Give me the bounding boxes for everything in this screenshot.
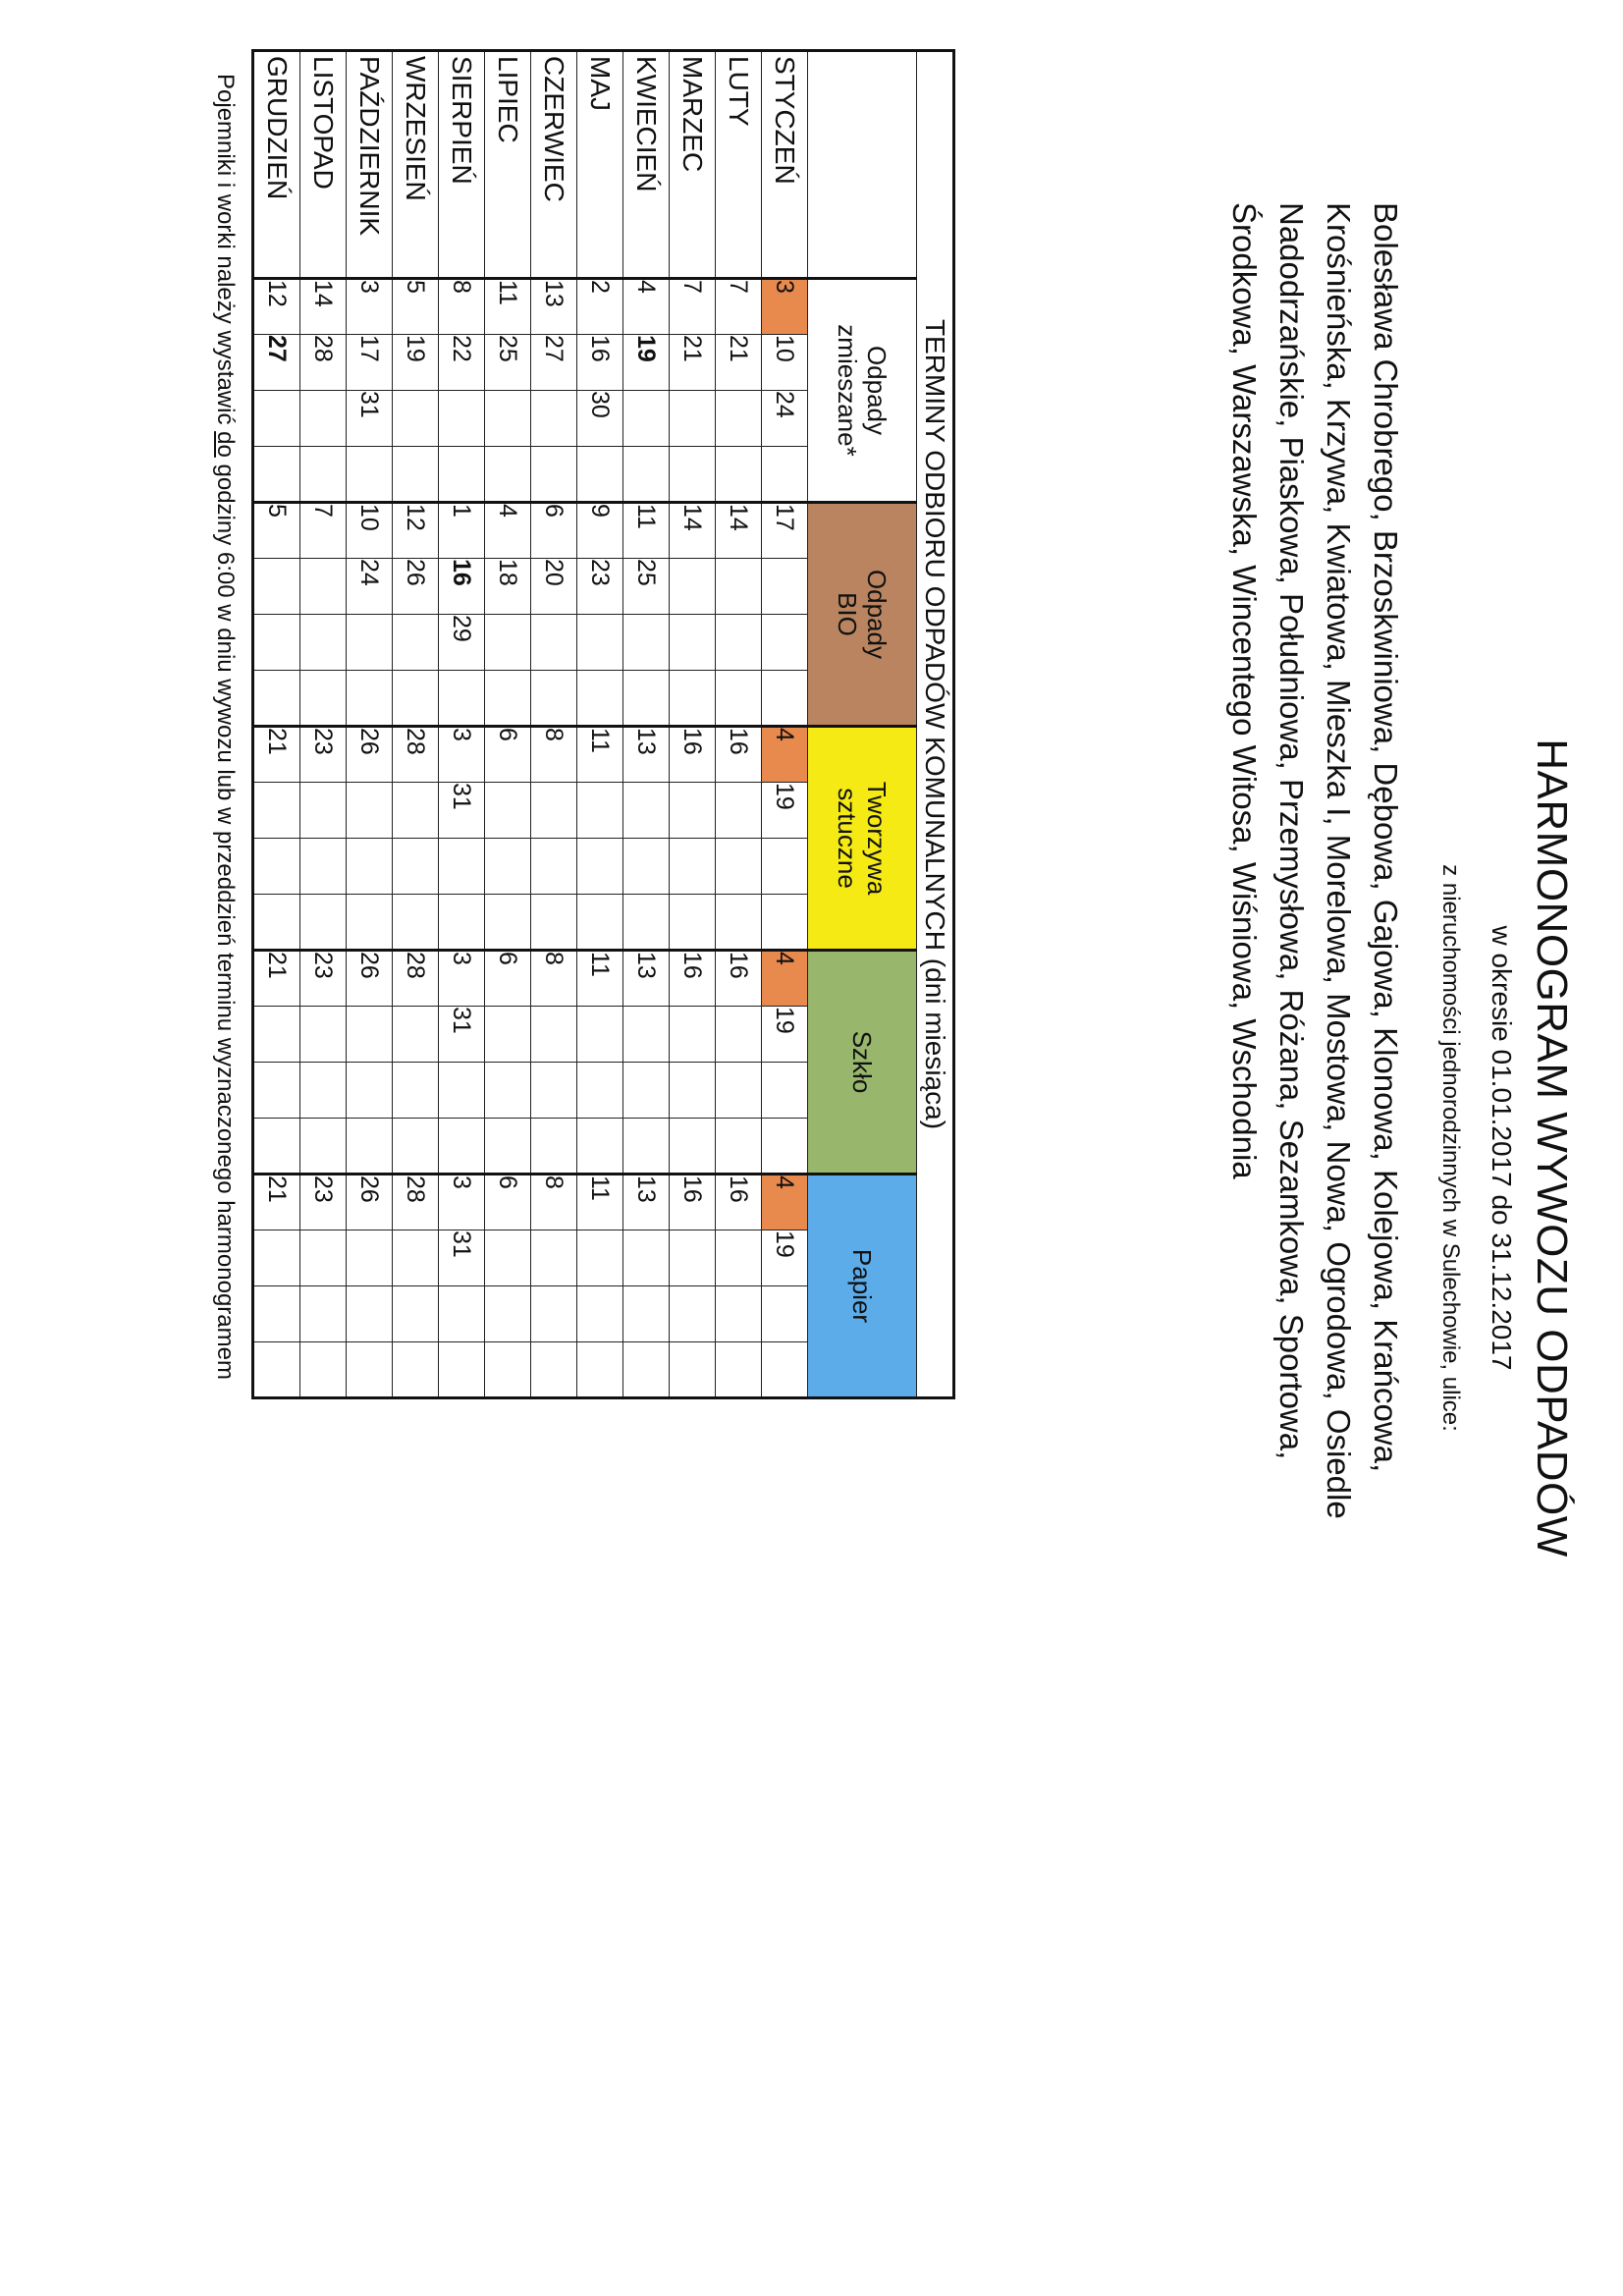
table-row [253, 51, 300, 1398]
table-row [485, 51, 531, 1398]
date-cell-paper [253, 1230, 300, 1286]
date-cell-mixed: 3 [347, 279, 393, 335]
category-header-paper [808, 1175, 917, 1398]
date-cell-paper: 8 [531, 1175, 577, 1230]
date-cell-plastic [485, 783, 531, 839]
date-cell-mixed: 17 [347, 335, 393, 391]
date-cell-bio: 26 [393, 559, 439, 615]
date-cell-paper [670, 1286, 716, 1342]
date-cell-glass [670, 1007, 716, 1063]
date-cell-glass [300, 1007, 347, 1063]
date-cell-bio: 20 [531, 559, 577, 615]
date-cell-paper: 16 [716, 1175, 762, 1230]
date-cell-bio [623, 671, 670, 727]
date-cell-mixed: 31 [347, 391, 393, 447]
date-cell-mixed: 28 [300, 335, 347, 391]
date-cell-bio: 16 [439, 559, 485, 615]
date-cell-paper: 11 [577, 1175, 623, 1230]
category-header-row [808, 51, 917, 1398]
date-cell-glass [253, 1007, 300, 1063]
date-cell-mixed: 19 [623, 335, 670, 391]
date-cell-bio: 17 [762, 503, 808, 559]
date-cell-bio: 14 [716, 503, 762, 559]
date-cell-glass [531, 1007, 577, 1063]
date-cell-mixed [577, 447, 623, 503]
date-cell-mixed: 3 [762, 279, 808, 335]
date-cell-bio: 5 [253, 503, 300, 559]
category-label-line: zmieszane* [833, 324, 862, 457]
date-cell-bio [762, 615, 808, 671]
date-cell-glass [670, 1063, 716, 1119]
date-cell-plastic: 4 [762, 727, 808, 783]
date-cell-paper [253, 1286, 300, 1342]
footer-note-underlined: do [212, 431, 239, 458]
month-name: WRZESIEŃ [393, 51, 439, 279]
category-header-bio [808, 503, 917, 727]
date-cell-glass [393, 1007, 439, 1063]
category-label-line: Odpady [862, 345, 892, 436]
month-name: LIPIEC [485, 51, 531, 279]
date-cell-paper [670, 1230, 716, 1286]
date-cell-glass: 6 [485, 951, 531, 1007]
date-cell-bio [347, 615, 393, 671]
date-cell-glass [253, 1063, 300, 1119]
date-cell-bio [485, 671, 531, 727]
date-cell-plastic [762, 895, 808, 951]
street-line: Krośnieńska, Krzywa, Kwiatowa, Mieszka I, Morelowa, Mostowa, Nowa, Ogrodowa, Osiedle [1321, 202, 1357, 1519]
date-cell-paper [716, 1342, 762, 1398]
category-label-line: BIO [833, 592, 862, 636]
date-cell-paper [485, 1230, 531, 1286]
date-cell-plastic [253, 783, 300, 839]
date-cell-plastic: 31 [439, 783, 485, 839]
date-cell-glass [485, 1007, 531, 1063]
date-cell-plastic [762, 839, 808, 895]
date-cell-glass [623, 1007, 670, 1063]
date-cell-glass: 23 [300, 951, 347, 1007]
date-cell-paper [623, 1230, 670, 1286]
date-cell-mixed: 27 [531, 335, 577, 391]
date-cell-bio: 4 [485, 503, 531, 559]
date-cell-mixed: 14 [300, 279, 347, 335]
date-cell-bio: 14 [670, 503, 716, 559]
date-cell-paper [623, 1342, 670, 1398]
date-cell-plastic: 16 [716, 727, 762, 783]
date-cell-plastic [347, 895, 393, 951]
date-cell-mixed [485, 447, 531, 503]
date-cell-paper [716, 1230, 762, 1286]
date-cell-mixed: 25 [485, 335, 531, 391]
date-cell-glass: 31 [439, 1007, 485, 1063]
category-header-plastic [808, 727, 917, 951]
date-cell-glass [577, 1119, 623, 1175]
month-header-cell [808, 51, 917, 279]
date-cell-paper [300, 1230, 347, 1286]
date-cell-bio: 10 [347, 503, 393, 559]
date-cell-plastic: 21 [253, 727, 300, 783]
date-cell-paper [577, 1342, 623, 1398]
table-row [762, 51, 808, 1398]
date-cell-mixed [347, 447, 393, 503]
date-cell-bio [716, 559, 762, 615]
street-line: Bolesława Chrobrego, Brzoskwiniowa, Dębowa, Gajowa, Klonowa, Kolejowa, Krańcowa, [1368, 202, 1404, 1473]
table-heading-row [917, 51, 954, 1398]
date-cell-paper: 19 [762, 1230, 808, 1286]
street-line: Środkowa, Warszawska, Wincentego Witosa, Wiśniowa, Wschodnia [1226, 202, 1263, 1179]
date-cell-glass [623, 1063, 670, 1119]
footer-note [211, 49, 239, 1404]
date-cell-plastic [347, 839, 393, 895]
table-row [716, 51, 762, 1398]
month-name: KWIECIEŃ [623, 51, 670, 279]
date-cell-plastic [716, 783, 762, 839]
date-cell-plastic: 6 [485, 727, 531, 783]
date-cell-paper [393, 1342, 439, 1398]
table-row [577, 51, 623, 1398]
date-cell-bio [577, 615, 623, 671]
date-cell-glass [670, 1119, 716, 1175]
month-name: SIERPIEŃ [439, 51, 485, 279]
date-cell-bio [253, 559, 300, 615]
date-cell-bio: 29 [439, 615, 485, 671]
date-cell-bio [485, 615, 531, 671]
date-cell-plastic [670, 839, 716, 895]
street-line: Nadodrzańskie, Piaskowa, Południowa, Przemysłowa, Różana, Sezamkowa, Sportowa, [1273, 202, 1310, 1460]
date-cell-paper [393, 1230, 439, 1286]
date-cell-paper [485, 1342, 531, 1398]
date-cell-paper: 21 [253, 1175, 300, 1230]
date-cell-mixed: 21 [716, 335, 762, 391]
date-cell-plastic: 13 [623, 727, 670, 783]
date-cell-glass [439, 1063, 485, 1119]
date-cell-glass: 28 [393, 951, 439, 1007]
footer-note-text-end: godziny 6:00 w dniu wywozu lub w przeddzień terminu wyznaczonego harmonogramem [212, 457, 239, 1380]
date-cell-paper [577, 1230, 623, 1286]
date-cell-paper [577, 1286, 623, 1342]
date-cell-paper [762, 1342, 808, 1398]
date-cell-bio: 1 [439, 503, 485, 559]
period-line: w okresie 01.01.2017 do 31.12.2017 [1487, 925, 1517, 1371]
date-cell-mixed [393, 447, 439, 503]
month-name: STYCZEŃ [762, 51, 808, 279]
date-cell-mixed: 16 [577, 335, 623, 391]
month-name: PAŹDZIERNIK [347, 51, 393, 279]
date-cell-plastic: 16 [670, 727, 716, 783]
date-cell-mixed [716, 391, 762, 447]
date-cell-mixed [300, 447, 347, 503]
date-cell-plastic [300, 895, 347, 951]
category-label-line: sztuczne [833, 788, 862, 889]
date-cell-mixed [670, 447, 716, 503]
month-name: LUTY [716, 51, 762, 279]
date-cell-mixed: 24 [762, 391, 808, 447]
date-cell-glass: 19 [762, 1007, 808, 1063]
date-cell-glass: 13 [623, 951, 670, 1007]
date-cell-paper [531, 1230, 577, 1286]
date-cell-plastic [485, 895, 531, 951]
date-cell-glass [300, 1063, 347, 1119]
date-cell-mixed [623, 391, 670, 447]
table-row [300, 51, 347, 1398]
date-cell-mixed: 11 [485, 279, 531, 335]
date-cell-mixed: 5 [393, 279, 439, 335]
date-cell-mixed: 19 [393, 335, 439, 391]
subtitle-line: z nieruchomości jednorodzinnych w Sulechowie, ulice: [1437, 864, 1464, 1432]
date-cell-plastic: 23 [300, 727, 347, 783]
date-cell-bio: 9 [577, 503, 623, 559]
date-cell-glass [393, 1119, 439, 1175]
date-cell-glass [300, 1119, 347, 1175]
date-cell-plastic [716, 895, 762, 951]
date-cell-glass [577, 1063, 623, 1119]
date-cell-mixed [393, 391, 439, 447]
date-cell-mixed: 21 [670, 335, 716, 391]
table-heading: TERMINY ODBIORU ODPADÓW KOMUNALNYCH (dni miesiąca) [917, 51, 954, 1398]
date-cell-bio [253, 615, 300, 671]
date-cell-mixed: 2 [577, 279, 623, 335]
date-cell-glass: 21 [253, 951, 300, 1007]
date-cell-mixed [485, 391, 531, 447]
date-cell-bio [439, 671, 485, 727]
date-cell-mixed [253, 447, 300, 503]
date-cell-plastic: 26 [347, 727, 393, 783]
date-cell-glass [531, 1119, 577, 1175]
date-cell-plastic: 8 [531, 727, 577, 783]
footer-note-text: Pojemniki i worki należy wystawić [212, 74, 239, 432]
date-cell-mixed: 8 [439, 279, 485, 335]
date-cell-bio: 23 [577, 559, 623, 615]
date-cell-paper [670, 1342, 716, 1398]
date-cell-paper: 16 [670, 1175, 716, 1230]
date-cell-bio [670, 559, 716, 615]
date-cell-mixed: 4 [623, 279, 670, 335]
date-cell-bio [300, 615, 347, 671]
date-cell-mixed: 7 [716, 279, 762, 335]
date-cell-paper [300, 1342, 347, 1398]
date-cell-mixed [716, 447, 762, 503]
date-cell-paper: 4 [762, 1175, 808, 1230]
date-cell-paper: 23 [300, 1175, 347, 1230]
date-cell-paper: 13 [623, 1175, 670, 1230]
date-cell-glass: 16 [716, 951, 762, 1007]
date-cell-bio [716, 615, 762, 671]
date-cell-glass [439, 1119, 485, 1175]
date-cell-plastic [253, 895, 300, 951]
date-cell-plastic [393, 783, 439, 839]
date-cell-glass [623, 1119, 670, 1175]
page-title: HARMONOGRAM WYWOZU ODPADÓW [1528, 738, 1576, 1558]
date-cell-paper: 31 [439, 1230, 485, 1286]
date-cell-plastic [716, 839, 762, 895]
date-cell-plastic [577, 839, 623, 895]
date-cell-paper: 28 [393, 1175, 439, 1230]
date-cell-plastic [485, 839, 531, 895]
date-cell-bio [347, 671, 393, 727]
table-row [623, 51, 670, 1398]
date-cell-mixed [439, 391, 485, 447]
date-cell-paper [393, 1286, 439, 1342]
date-cell-plastic: 28 [393, 727, 439, 783]
date-cell-plastic [670, 783, 716, 839]
date-cell-bio: 7 [300, 503, 347, 559]
date-cell-mixed [531, 447, 577, 503]
date-cell-glass [762, 1063, 808, 1119]
date-cell-bio: 6 [531, 503, 577, 559]
date-cell-paper [762, 1286, 808, 1342]
category-header-mixed [808, 279, 917, 503]
date-cell-glass [347, 1119, 393, 1175]
date-cell-bio [623, 615, 670, 671]
date-cell-plastic [439, 895, 485, 951]
date-cell-mixed: 7 [670, 279, 716, 335]
date-cell-glass: 16 [670, 951, 716, 1007]
date-cell-glass [253, 1119, 300, 1175]
date-cell-glass [531, 1063, 577, 1119]
schedule-table [251, 49, 955, 1399]
date-cell-glass: 11 [577, 951, 623, 1007]
date-cell-glass: 8 [531, 951, 577, 1007]
date-cell-plastic [347, 783, 393, 839]
date-cell-glass [393, 1063, 439, 1119]
date-cell-bio [300, 671, 347, 727]
table-row [531, 51, 577, 1398]
date-cell-bio [531, 615, 577, 671]
date-cell-mixed [670, 391, 716, 447]
date-cell-glass [485, 1063, 531, 1119]
date-cell-paper [439, 1286, 485, 1342]
date-cell-bio [762, 559, 808, 615]
date-cell-plastic: 11 [577, 727, 623, 783]
date-cell-bio [531, 671, 577, 727]
date-cell-plastic [393, 839, 439, 895]
month-name: MAJ [577, 51, 623, 279]
category-header-glass [808, 951, 917, 1175]
date-cell-paper [531, 1286, 577, 1342]
date-cell-bio [393, 615, 439, 671]
date-cell-glass: 3 [439, 951, 485, 1007]
date-cell-paper [300, 1286, 347, 1342]
date-cell-plastic [253, 839, 300, 895]
date-cell-mixed: 10 [762, 335, 808, 391]
date-cell-plastic [300, 839, 347, 895]
date-cell-paper [253, 1342, 300, 1398]
date-cell-plastic [577, 895, 623, 951]
date-cell-mixed [300, 391, 347, 447]
date-cell-glass [716, 1063, 762, 1119]
date-cell-paper: 26 [347, 1175, 393, 1230]
date-cell-bio: 25 [623, 559, 670, 615]
date-cell-paper [347, 1230, 393, 1286]
date-cell-glass [716, 1007, 762, 1063]
table-row [393, 51, 439, 1398]
date-cell-mixed [623, 447, 670, 503]
date-cell-plastic [393, 895, 439, 951]
date-cell-plastic [623, 839, 670, 895]
date-cell-plastic [531, 839, 577, 895]
date-cell-mixed [762, 447, 808, 503]
date-cell-plastic [577, 783, 623, 839]
date-cell-mixed: 13 [531, 279, 577, 335]
month-name: MARZEC [670, 51, 716, 279]
date-cell-bio [670, 671, 716, 727]
date-cell-mixed [531, 391, 577, 447]
date-cell-bio: 12 [393, 503, 439, 559]
table-row [439, 51, 485, 1398]
category-label-line: Odpady [862, 569, 892, 660]
date-cell-plastic [300, 783, 347, 839]
date-cell-glass [347, 1063, 393, 1119]
date-cell-mixed: 12 [253, 279, 300, 335]
date-cell-mixed [439, 447, 485, 503]
date-cell-plastic [531, 783, 577, 839]
category-label-line: Papier [847, 1248, 877, 1324]
date-cell-paper [347, 1342, 393, 1398]
date-cell-plastic: 19 [762, 783, 808, 839]
date-cell-glass: 4 [762, 951, 808, 1007]
date-cell-glass [762, 1119, 808, 1175]
date-cell-plastic [623, 895, 670, 951]
date-cell-paper: 6 [485, 1175, 531, 1230]
date-cell-bio [300, 559, 347, 615]
date-cell-paper [531, 1342, 577, 1398]
street-list [1220, 202, 1409, 1705]
date-cell-mixed: 27 [253, 335, 300, 391]
date-cell-paper [623, 1286, 670, 1342]
table-row [670, 51, 716, 1398]
date-cell-bio [253, 671, 300, 727]
date-cell-bio [716, 671, 762, 727]
date-cell-glass: 26 [347, 951, 393, 1007]
date-cell-paper [485, 1286, 531, 1342]
date-cell-glass [485, 1119, 531, 1175]
month-name: GRUDZIEŃ [253, 51, 300, 279]
date-cell-paper: 3 [439, 1175, 485, 1230]
date-cell-glass [716, 1119, 762, 1175]
date-cell-bio [577, 671, 623, 727]
category-label-line: Tworzywa [862, 781, 892, 896]
date-cell-bio: 18 [485, 559, 531, 615]
date-cell-mixed: 30 [577, 391, 623, 447]
date-cell-glass [347, 1007, 393, 1063]
date-cell-paper [716, 1286, 762, 1342]
date-cell-plastic [670, 895, 716, 951]
date-cell-paper [439, 1342, 485, 1398]
date-cell-plastic [439, 839, 485, 895]
date-cell-bio [393, 671, 439, 727]
date-cell-mixed: 22 [439, 335, 485, 391]
date-cell-paper [347, 1286, 393, 1342]
date-cell-mixed [253, 391, 300, 447]
date-cell-plastic: 3 [439, 727, 485, 783]
month-name: CZERWIEC [531, 51, 577, 279]
month-name: LISTOPAD [300, 51, 347, 279]
date-cell-plastic [531, 895, 577, 951]
date-cell-bio [762, 671, 808, 727]
date-cell-bio: 11 [623, 503, 670, 559]
date-cell-glass [577, 1007, 623, 1063]
date-cell-plastic [623, 783, 670, 839]
date-cell-bio: 24 [347, 559, 393, 615]
date-cell-bio [670, 615, 716, 671]
category-label-line: Szkło [847, 1030, 877, 1094]
table-row [347, 51, 393, 1398]
